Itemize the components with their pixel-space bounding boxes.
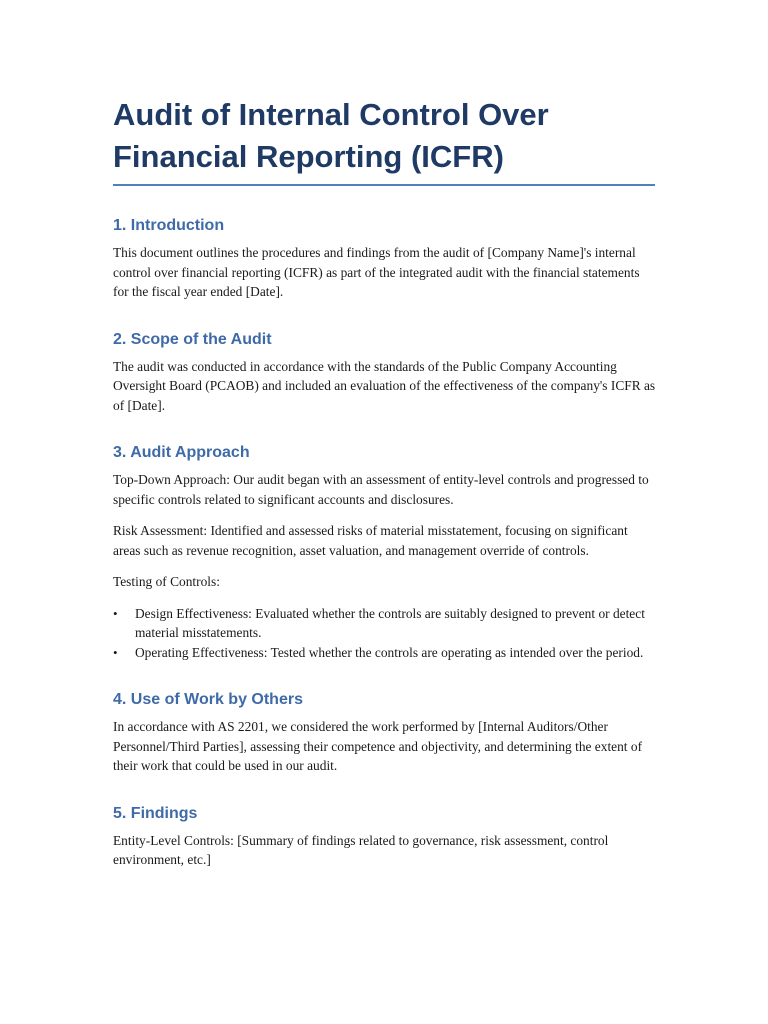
list-item-text: Operating Effectiveness: Tested whether the controls are operating as intended over the period. xyxy=(135,644,644,660)
section-heading: 3. Audit Approach xyxy=(113,444,250,461)
section-heading: 4. Use of Work by Others xyxy=(113,691,303,708)
section-heading: 5. Findings xyxy=(113,804,198,822)
section-introduction xyxy=(113,216,655,302)
section-scope xyxy=(113,330,655,416)
section-heading: 1. Introduction xyxy=(113,217,225,234)
section-paragraph: Entity-Level Controls: [Summary of findings related to governance, risk assessment, control environment, etc.] xyxy=(113,832,609,867)
list-item xyxy=(113,604,658,643)
document-title: Audit of Internal Control Over Financial Reporting (ICFR) xyxy=(113,94,655,186)
section-findings xyxy=(113,804,655,870)
section-paragraph: Risk Assessment: Identified and assessed risks of material misstatement, focusing on significant areas such as revenue recognition, asset valuation, and management override of controls. xyxy=(113,523,628,558)
section-audit-approach xyxy=(113,443,655,662)
section-paragraph: In accordance with AS 2201, we considered the work performed by [Internal Auditors/Other Personnel/Third Parties], assessing their competence and objectivity, and determining the extent of their work that could be used in our audit. xyxy=(113,719,643,773)
bullet-icon: • xyxy=(113,644,118,660)
list-item xyxy=(113,643,658,663)
list-item-text: Design Effectiveness: Evaluated whether the controls are suitably designed to prevent or detect material misstatements. xyxy=(135,605,645,640)
section-use-of-work-by-others xyxy=(113,690,655,776)
section-paragraph: Testing of Controls: xyxy=(113,574,220,589)
testing-controls-list xyxy=(113,604,658,663)
section-paragraph: Top-Down Approach: Our audit began with an assessment of entity-level controls and progressed to specific controls related to significant accounts and disclosures. xyxy=(113,472,649,507)
bullet-icon: • xyxy=(113,605,118,621)
section-heading: 2. Scope of the Audit xyxy=(113,330,272,348)
section-paragraph: The audit was conducted in accordance with the standards of the Public Company Accounting Oversight Board (PCAOB) and included an evaluation of the effectiveness of the company's ICFR as of [Date]. xyxy=(113,358,656,413)
section-paragraph: This document outlines the procedures and findings from the audit of [Company Name]'s internal control over financial reporting (ICFR) as part of the integrated audit with the financial statements for the fiscal year ended [Date]. xyxy=(113,245,640,299)
